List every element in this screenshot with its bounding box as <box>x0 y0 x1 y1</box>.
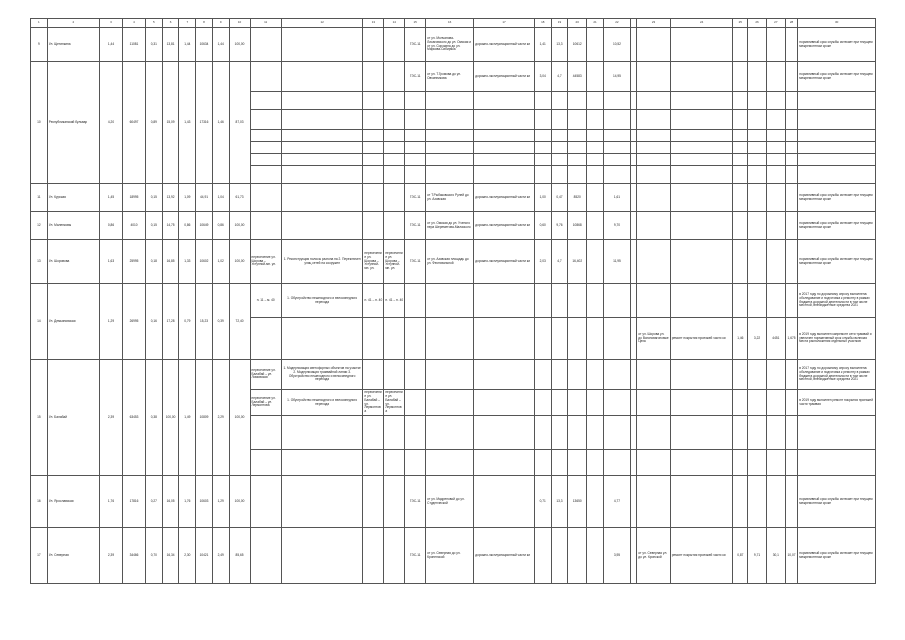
col-header: 13 <box>363 19 384 28</box>
col-header: 27 <box>766 19 785 28</box>
cell: 0,79 <box>179 284 196 360</box>
row-number: 15 <box>31 360 48 476</box>
cell: от Т.Рыбаковского Рулей до ул. Азовская <box>426 184 474 212</box>
row-number: 11 <box>31 184 48 212</box>
cell: 1,02 <box>212 240 229 284</box>
cell: дорожно-эксплуатационный части ки <box>474 62 535 92</box>
cell: пересечение ул. Балабай – ул. Ломовская <box>250 360 281 390</box>
cell: 1,61 <box>603 184 630 212</box>
cell: 85,65 <box>229 528 250 584</box>
cell: 100,00 <box>229 240 250 284</box>
cell: 1,44 <box>100 28 123 62</box>
row-number: 16 <box>31 476 48 528</box>
cell: 2,30 <box>179 528 196 584</box>
street-name: Республиканский бульвар <box>47 62 99 184</box>
cell: от ул. Азовская площадь до ул. Фестивальной <box>426 240 474 284</box>
cell: 0,47 <box>551 184 568 212</box>
cell: 0,71 <box>534 476 551 528</box>
cell: 1,29 <box>212 476 229 528</box>
cell: 1,41 <box>534 28 551 62</box>
cell: 0,27 <box>146 476 163 528</box>
cell <box>281 62 363 92</box>
street-name: Ул. Ярославская <box>47 476 99 528</box>
note-cell: нормативный срок службы истекает при текущем межремонтном сроке <box>798 28 876 62</box>
cell: 17,28 <box>162 284 179 360</box>
cell: 1. Реконструкция полосы разгона на 2. Переключен улиц сетей на сооружен <box>281 240 363 284</box>
col-header: 15 <box>405 19 426 28</box>
cell: ремонт покрытия проезжей части ки <box>670 528 733 584</box>
note-cell: нормативный срок службы истекает при текущем межремонтном сроке <box>798 528 876 584</box>
col-header: 4 <box>123 19 146 28</box>
street-name: Ул. Демьяновская <box>47 284 99 360</box>
cell: 63453 <box>123 360 146 476</box>
cell: 4,77 <box>603 476 630 528</box>
cell: 0,38 <box>146 360 163 476</box>
cell: 1,675 <box>785 318 798 360</box>
cell: 3,95 <box>603 528 630 584</box>
cell: 0,87 <box>733 528 748 584</box>
row-number: 14 <box>31 284 48 360</box>
cell: 30,1 <box>766 528 785 584</box>
cell: 100,00 <box>229 476 250 528</box>
street-name: Ул. Курская <box>47 184 99 212</box>
table-row <box>31 184 876 212</box>
cell: дорожно-эксплуатационный части ки <box>474 212 535 240</box>
cell: пересечение ул. Шорова – Уступной-мп. ул. <box>363 240 384 284</box>
cell: 61,73 <box>229 184 250 212</box>
row-number: 13 <box>31 240 48 284</box>
cell: 44,91 <box>196 184 213 212</box>
cell: 4,7 <box>551 240 568 284</box>
cell: 15,23 <box>196 284 213 360</box>
cell: 0,15 <box>146 212 163 240</box>
street-name: Ул. Щетинкина <box>47 28 99 62</box>
cell: 1. Обустройство пешеходного и велосипедного перехода <box>281 390 363 416</box>
cell: 11,95 <box>603 240 630 284</box>
cell <box>363 28 384 62</box>
cell: 13,3 <box>551 28 568 62</box>
cell: от ул. Омская до ул. Ученого пера Шереметова-Малаского <box>426 212 474 240</box>
cell: 13,81 <box>162 28 179 62</box>
cell: 100,00 <box>229 212 250 240</box>
cell: ГЭС-11 <box>405 212 426 240</box>
cell <box>637 28 670 62</box>
cell: 1,76 <box>100 476 123 528</box>
cell: 87,03 <box>229 62 250 184</box>
cell: ГЭС-11 <box>405 28 426 62</box>
cell: 9,70 <box>603 212 630 240</box>
cell: 1,44 <box>179 28 196 62</box>
table-row <box>31 528 876 584</box>
table-row <box>31 360 876 390</box>
cell <box>250 62 281 92</box>
cell: дорожно-эксплуатационный части ки <box>474 240 535 284</box>
cell: пересечение ул. Балабай – ул. Лермонтова <box>363 390 384 416</box>
cell: 13,3 <box>551 476 568 528</box>
cell: 2,39 <box>100 528 123 584</box>
cell: 1,09 <box>179 184 196 212</box>
cell: 0,86 <box>212 212 229 240</box>
col-header: 17 <box>474 19 535 28</box>
cell: 1,44 <box>212 28 229 62</box>
cell: дорожно-эксплуатационный части ки <box>474 528 535 584</box>
cell: пересечение ул. Балабай – ул. Лермонтова <box>250 390 281 416</box>
col-header: 20 <box>568 19 587 28</box>
cell: пересечение ул. Шорова – Уступной-мп. ул. <box>250 240 281 284</box>
cell <box>785 62 798 92</box>
col-header: 9 <box>212 19 229 28</box>
cell: 0,86 <box>100 212 123 240</box>
cell: 1,29 <box>100 284 123 360</box>
col-header: 28 <box>785 19 798 28</box>
note-cell: нормативный срок службы истекает при текущем межремонтном сроке <box>798 184 876 212</box>
cell: ГЭС-11 <box>405 240 426 284</box>
cell: 9,71 <box>748 528 767 584</box>
street-name: Ул. Маленковы <box>47 212 99 240</box>
cell: 0,15 <box>146 184 163 212</box>
cell: от ул. Молчанова-Лисаговского до ул. Омская и от ул. Сорокина до ул. Маркова-Сибиряка <box>426 28 474 62</box>
col-header: 3 <box>100 19 123 28</box>
table-row <box>31 240 876 284</box>
table-row <box>31 476 876 528</box>
note-cell: нормативный срок службы истекает при текущем межремонтном сроке <box>798 476 876 528</box>
note-cell: в 2017 году по дорожному опросу выполнена: обследование и подготовка к ремонту в рамках бюджета дорожной деятельности в том числе местной, внебюджетные средства 2021 <box>798 360 876 390</box>
table-row <box>31 62 876 92</box>
data-table <box>30 18 876 584</box>
col-header: 7 <box>179 19 196 28</box>
cell: 16,34 <box>162 528 179 584</box>
cell: 0,70 <box>146 528 163 584</box>
cell: 3,22 <box>748 318 767 360</box>
note-cell: нормативный срок службы истекает при текущем межремонтном сроке <box>798 212 876 240</box>
column-number-row <box>31 19 876 28</box>
cell <box>281 28 363 62</box>
cell <box>785 28 798 62</box>
cell: 15,09 <box>162 62 179 184</box>
cell: 0,18 <box>146 240 163 284</box>
table-row <box>31 284 876 318</box>
col-header: 23 <box>637 19 670 28</box>
cell: 2,29 <box>212 360 229 476</box>
cell: 3,04 <box>534 62 551 92</box>
cell: пересечение ул. Шорова – Уступной-мп. ул. <box>384 240 405 284</box>
cell: 17816 <box>123 476 146 528</box>
col-header: 19 <box>551 19 568 28</box>
cell: н. 11 – м. 40 <box>250 284 281 318</box>
cell <box>733 28 748 62</box>
cell: 10634 <box>196 28 213 62</box>
cell <box>766 28 785 62</box>
cell <box>250 28 281 62</box>
street-name: Ул. Балабай <box>47 360 99 476</box>
cell: 44583 <box>568 62 587 92</box>
cell: 25995 <box>123 240 146 284</box>
cell: дорожно-эксплуатационный части ки <box>474 28 535 62</box>
cell: 2,49 <box>212 528 229 584</box>
cell: 1,46 <box>212 62 229 184</box>
cell <box>766 62 785 92</box>
cell: 100,00 <box>229 360 250 476</box>
cell: 1,46 <box>733 318 748 360</box>
cell <box>474 476 535 528</box>
cell: 14,75 <box>162 212 179 240</box>
cell: 1,43 <box>179 62 196 184</box>
cell: 17316 <box>196 62 213 184</box>
cell: 0,89 <box>146 62 163 184</box>
cell: от ул. Шорова ул. до Вагоновагоновые Цеха <box>637 318 670 360</box>
street-name: Ул. Шоровова <box>47 240 99 284</box>
cell: от ул. Мадреновой до ул. Студенческой <box>426 476 474 528</box>
col-header: 25 <box>733 19 748 28</box>
cell: 0,60 <box>534 212 551 240</box>
cell: 4,7 <box>551 62 568 92</box>
cell: 34466 <box>123 528 146 584</box>
cell: 10603 <box>196 476 213 528</box>
cell: 16,85 <box>162 240 179 284</box>
col-header: 1 <box>31 19 48 28</box>
cell: 18995 <box>123 184 146 212</box>
col-header: 21 <box>587 19 604 28</box>
cell: 0,16 <box>146 284 163 360</box>
col-header: 14 <box>384 19 405 28</box>
cell <box>670 62 733 92</box>
row-number: 17 <box>31 528 48 584</box>
col-header: 26 <box>748 19 767 28</box>
cell: 1,45 <box>100 184 123 212</box>
cell <box>587 62 604 92</box>
cell: 14,95 <box>603 62 630 92</box>
note-cell: в 2019 году выполнен капремонт сети трамвай и увеличен нормативный срок службы включая места расположения отдельных участков <box>798 318 876 360</box>
cell: 4451 <box>766 318 785 360</box>
cell: 4010 <box>123 212 146 240</box>
note-cell: нормативный срок службы истекает при текущем межремонтном сроке <box>798 240 876 284</box>
col-header: 24 <box>670 19 733 28</box>
col-header: 11 <box>250 19 281 28</box>
col-header: 12 <box>281 19 363 28</box>
cell: от ул. Т.Громова до ул. Овчинникова <box>426 62 474 92</box>
cell: 0,39 <box>212 284 229 360</box>
cell: от ул. Северная до ул. Кроненской <box>426 528 474 584</box>
cell <box>384 62 405 92</box>
table-row <box>31 212 876 240</box>
cell: ГЭС-11 <box>405 62 426 92</box>
col-header: 8 <box>196 19 213 28</box>
cell: 10868 <box>568 212 587 240</box>
row-number: 9 <box>31 28 48 62</box>
cell: дорожно-эксплуатационный части ки <box>474 184 535 212</box>
cell: 1,04 <box>212 184 229 212</box>
note-cell: нормативный срок службы истекает при текущем межремонтном сроке <box>798 62 876 92</box>
cell: 13,92 <box>162 184 179 212</box>
cell: 10612 <box>568 28 587 62</box>
cell: 60497 <box>123 62 146 184</box>
cell <box>670 28 733 62</box>
cell: от ул. Северная ул. до ул. Кронской <box>637 528 670 584</box>
street-name: Ул. Северная <box>47 528 99 584</box>
cell: 1,49 <box>179 360 196 476</box>
cell <box>587 28 604 62</box>
cell: 16,05 <box>162 476 179 528</box>
note-cell: в 2017 году по дорожному опросу выполнена: обследование и подготовка к ремонту в рамках бюджета дорожной деятельности в том числе местной, внебюджетные средства 2021 <box>798 284 876 318</box>
cell: 100,00 <box>162 360 179 476</box>
cell: 100,00 <box>229 28 250 62</box>
cell: 1,33 <box>179 240 196 284</box>
cell: 1. Обустройство пешеходного и велосипедного перехода <box>281 284 363 318</box>
cell: 1,63 <box>100 240 123 284</box>
row-number: 10 <box>31 62 48 184</box>
row-number: 12 <box>31 212 48 240</box>
col-header: 5 <box>146 19 163 28</box>
cell: 1,00 <box>534 184 551 212</box>
col-header: 2 <box>47 19 99 28</box>
cell <box>748 28 767 62</box>
col-header: 6 <box>162 19 179 28</box>
note-cell: в 2019 году выполнен ремонт покрытия проезжей части трамвая <box>798 390 876 416</box>
cell: ГЭС-11 <box>405 528 426 584</box>
cell: пересечение ул. Балабай – ул. Лермонтова <box>384 390 405 416</box>
cell: 10,52 <box>603 28 630 62</box>
cell: 4,20 <box>100 62 123 184</box>
cell: 0,31 <box>146 28 163 62</box>
cell <box>637 62 670 92</box>
col-header: 30 <box>798 19 876 28</box>
col-header: 18 <box>534 19 551 28</box>
cell: 0,86 <box>179 212 196 240</box>
cell: 10649 <box>196 212 213 240</box>
cell: 13650 <box>568 476 587 528</box>
col-header: 10 <box>229 19 250 28</box>
cell: ГЭС-11 <box>405 184 426 212</box>
cell: н. 41 – н. 40 <box>363 284 384 318</box>
cell <box>748 62 767 92</box>
cell: 2,03 <box>534 240 551 284</box>
cell: ремонт покрытия проезжей части ки <box>670 318 733 360</box>
cell: 2,39 <box>100 360 123 476</box>
cell: 10,07 <box>785 528 798 584</box>
cell: 9,76 <box>551 212 568 240</box>
cell: 16,402 <box>568 240 587 284</box>
cell: 72,40 <box>229 284 250 360</box>
cell: ГЭС-11 <box>405 476 426 528</box>
cell: 10809 <box>196 360 213 476</box>
cell: 10602 <box>196 240 213 284</box>
table-row <box>31 28 876 62</box>
cell: 1. Модернизация светофорных объектов на участке 2. Модернизация трамвайной линии 3. Обустройство пешеходного и велосипедного перехода <box>281 360 363 390</box>
cell: н. 41 – н. 40 <box>384 284 405 318</box>
cell: 8520 <box>568 184 587 212</box>
cell <box>733 62 748 92</box>
spreadsheet-page <box>30 18 876 608</box>
cell <box>384 28 405 62</box>
cell: 11081 <box>123 28 146 62</box>
cell: 26995 <box>123 284 146 360</box>
col-header: 22 <box>603 19 630 28</box>
col-header: 16 <box>426 19 474 28</box>
cell <box>363 62 384 92</box>
cell: 10421 <box>196 528 213 584</box>
cell: 1,76 <box>179 476 196 528</box>
